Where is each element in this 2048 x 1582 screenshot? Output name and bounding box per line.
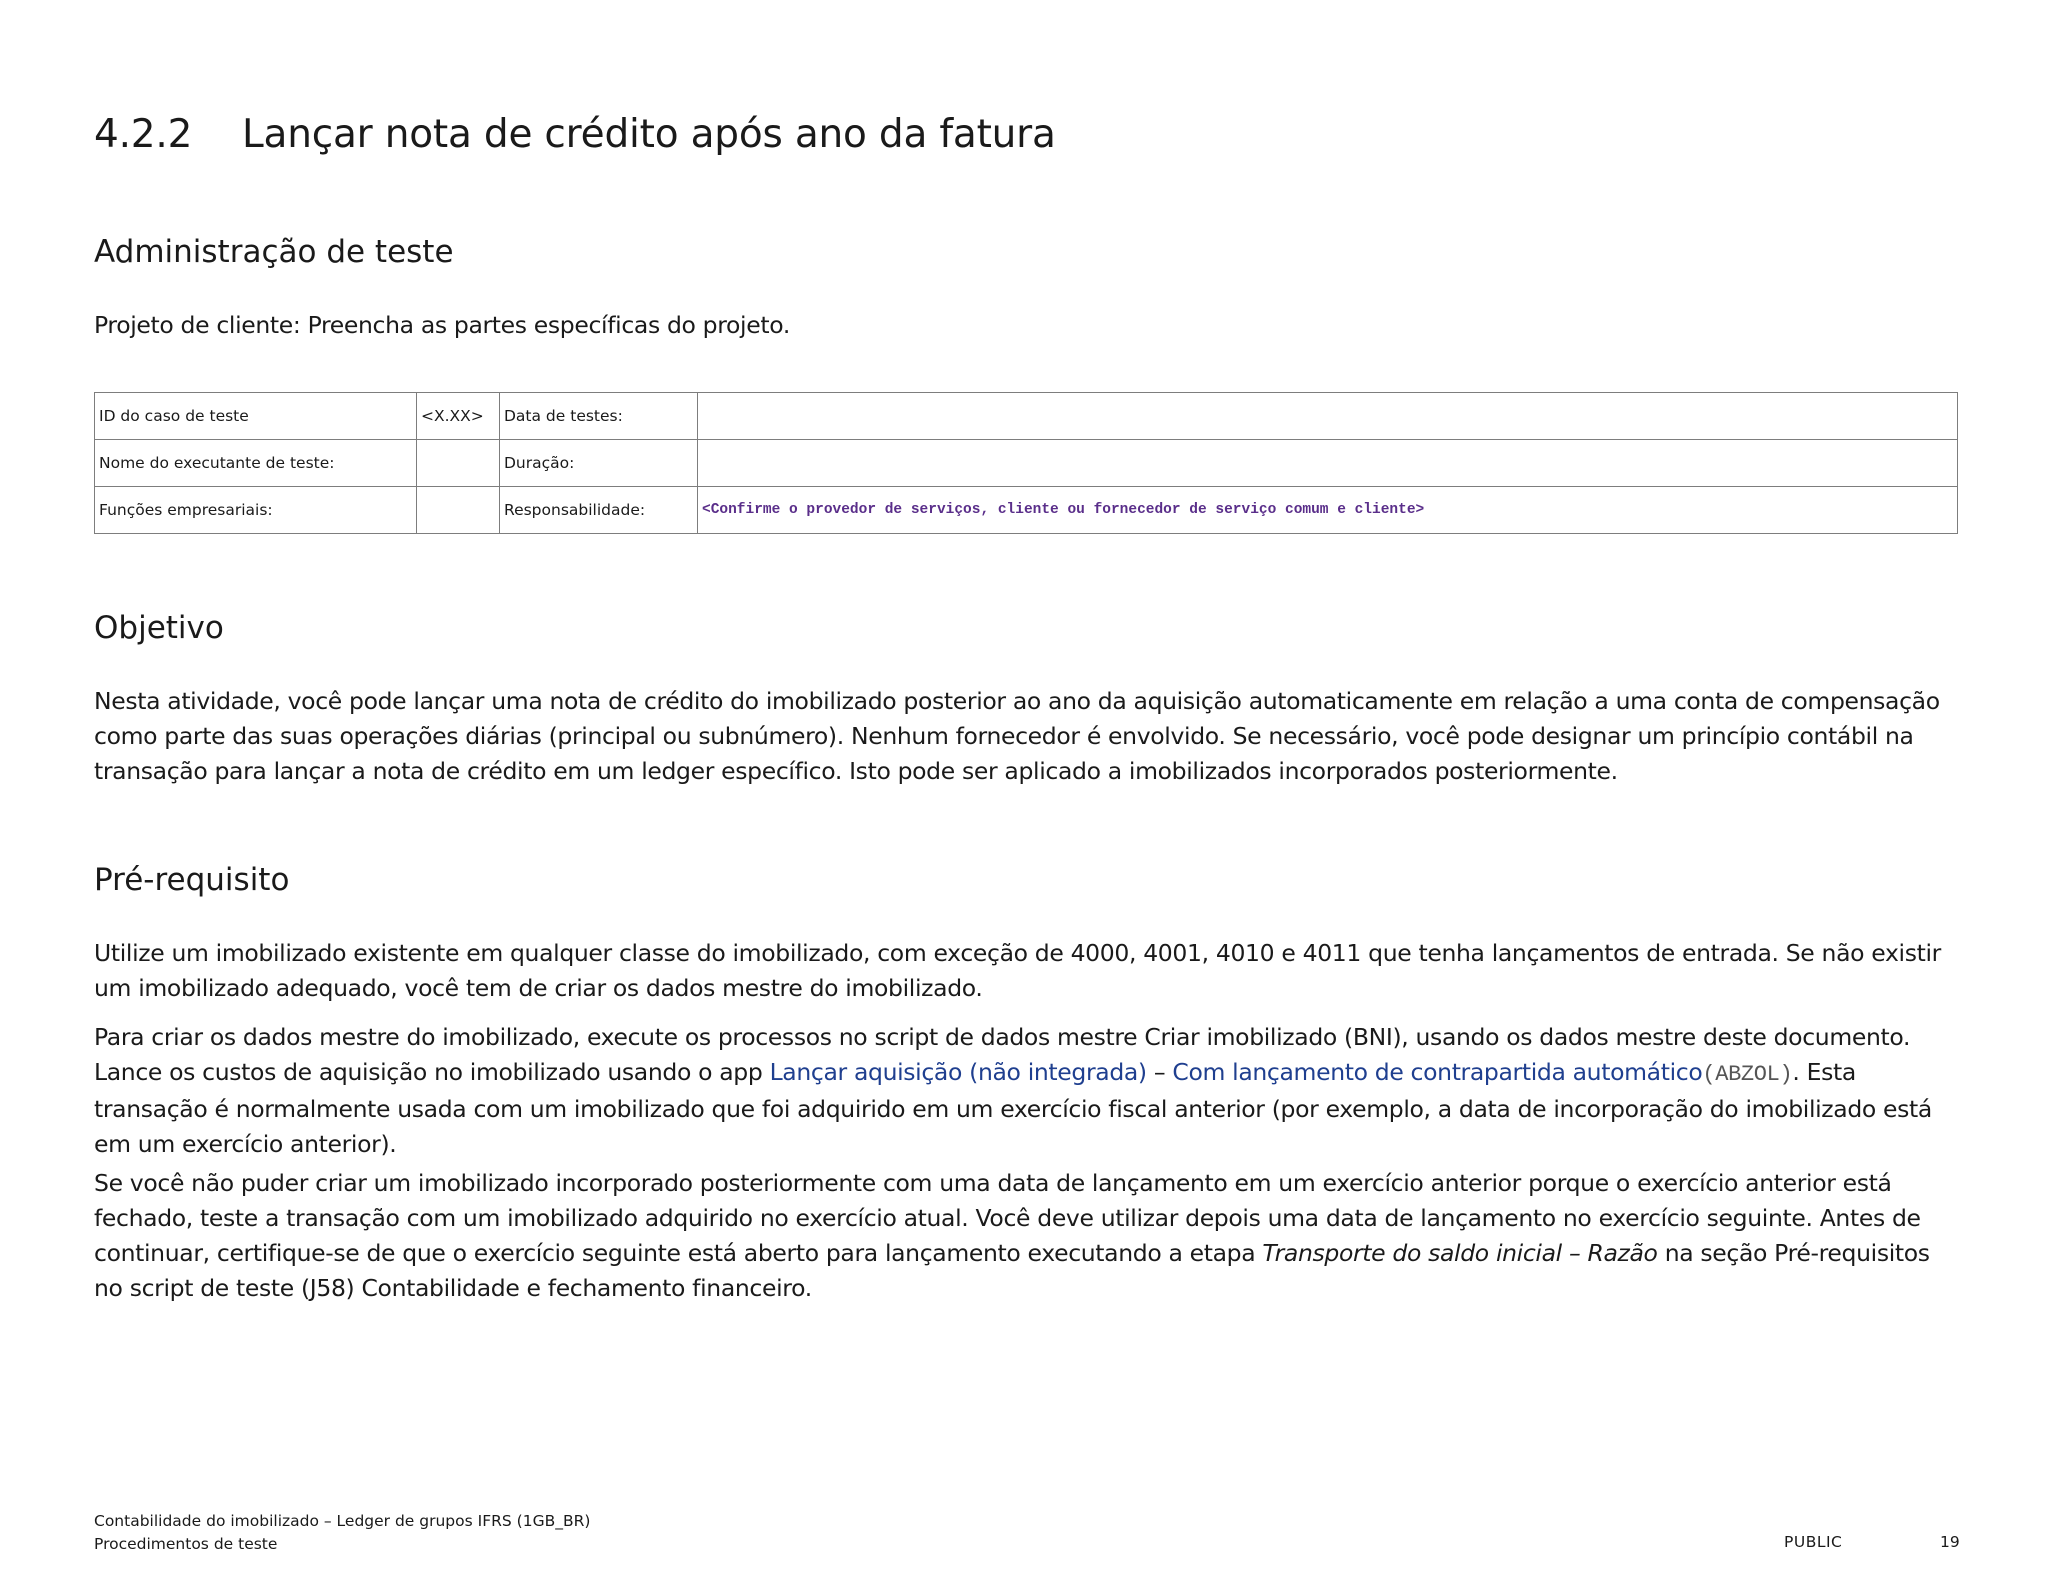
footer-document-info [94,1510,590,1556]
admin-intro: Projeto de cliente: Preencha as partes específicas do projeto. [94,311,790,339]
footer-page-number: 19 [1940,1533,1960,1551]
table-row [95,487,1958,534]
table-cell-label: Duração: [500,440,698,487]
table-row [95,440,1958,487]
dash-separator: – [1146,1058,1173,1086]
duration-value [698,440,1958,487]
post-acquisition-app-link[interactable]: Lançar aquisição (não integrada) [769,1058,1147,1086]
table-cell-label: Data de testes: [500,393,698,440]
paragraph-text: Para criar os dados mestre do imobilizado, execute os processos no script de dados mestre Criar imobilizado (BNI), usando os dados mestre deste documento. Lance os custos de aquisição no imobilizado usando o app [94,1023,1911,1086]
prereq-paragraph-1: Utilize um imobilizado existente em qualquer classe do imobilizado, com exceção de 4000, 4001, 4010 e 4011 que tenha lançamentos de entrada. Se não existir um imobilizado adequado, você tem de criar os dados mestre do imobilizado. [94,939,1941,1002]
responsibility-value: <Confirme o provedor de serviços, cliente ou fornecedor de serviço comum e cliente> [698,487,1958,534]
prereq-paragraph-2 [94,1020,1964,1162]
table-cell-label: ID do caso de teste [95,393,417,440]
footer-line-2: Procedimentos de teste [94,1535,278,1553]
paragraph-text: Se você não puder criar um imobilizado incorporado posteriormente com uma data de lançamento em um exercício anterior porque o exercício anterior está fechado, teste a transação com um imobilizado adquirido no exercício atual. Você deve utilizar depois uma data de lançamento no exercício seguinte. Antes de continuar, certifique-se de que o exercício seguinte está aberto para lançamento executando a etapa [94,1169,1921,1267]
footer-line-1: Contabilidade do imobilizado – Ledger de grupos IFRS (1GB_BR) [94,1512,591,1530]
table-cell-label: Nome do executante de teste: [95,440,417,487]
business-roles-value [417,487,500,534]
test-admin-table [94,392,1958,534]
test-date-value [698,393,1958,440]
objective-heading: Objetivo [94,610,224,646]
transaction-code: (ABZOL) [1702,1062,1793,1087]
admin-heading: Administração de teste [94,234,454,270]
footer-classification: PUBLIC [1784,1533,1843,1551]
tester-name-value [417,440,500,487]
section-heading [94,112,1056,157]
table-row [95,393,1958,440]
table-cell-label: Funções empresariais: [95,487,417,534]
step-name-italic: Transporte do saldo inicial – Razão [1262,1239,1658,1267]
prereq-paragraph-3 [94,1166,1964,1306]
section-title: Lançar nota de crédito após ano da fatura [242,112,1056,157]
objective-text: Nesta atividade, você pode lançar uma nota de crédito do imobilizado posterior ao ano da aquisição automaticamente em relação a uma conta de compensação como parte das suas operações diárias (principal ou subnúmero). Nenhum fornecedor é envolvido. Se necessário, você pode designar um princípio contábil na transação para lançar a nota de crédito em um ledger específico. Isto pode ser aplicado a imobilizados incorporados posteriormente. [94,687,1940,785]
test-case-id-value: <X.XX> [417,393,500,440]
section-number: 4.2.2 [94,112,193,157]
auto-offset-posting-link[interactable]: Com lançamento de contrapartida automático [1172,1058,1703,1086]
paragraph-text: . Esta transação é normalmente usada com um imobilizado que foi adquirido em um exercício fiscal anterior (por exemplo, a data de incorporação do imobilizado está em um exercício anterior). [94,1058,1932,1158]
table-cell-label: Responsabilidade: [500,487,698,534]
prereq-heading: Pré-requisito [94,862,290,898]
paragraph-text: na seção Pré-requisitos no script de teste (J58) Contabilidade e fechamento financeiro. [94,1239,1930,1302]
